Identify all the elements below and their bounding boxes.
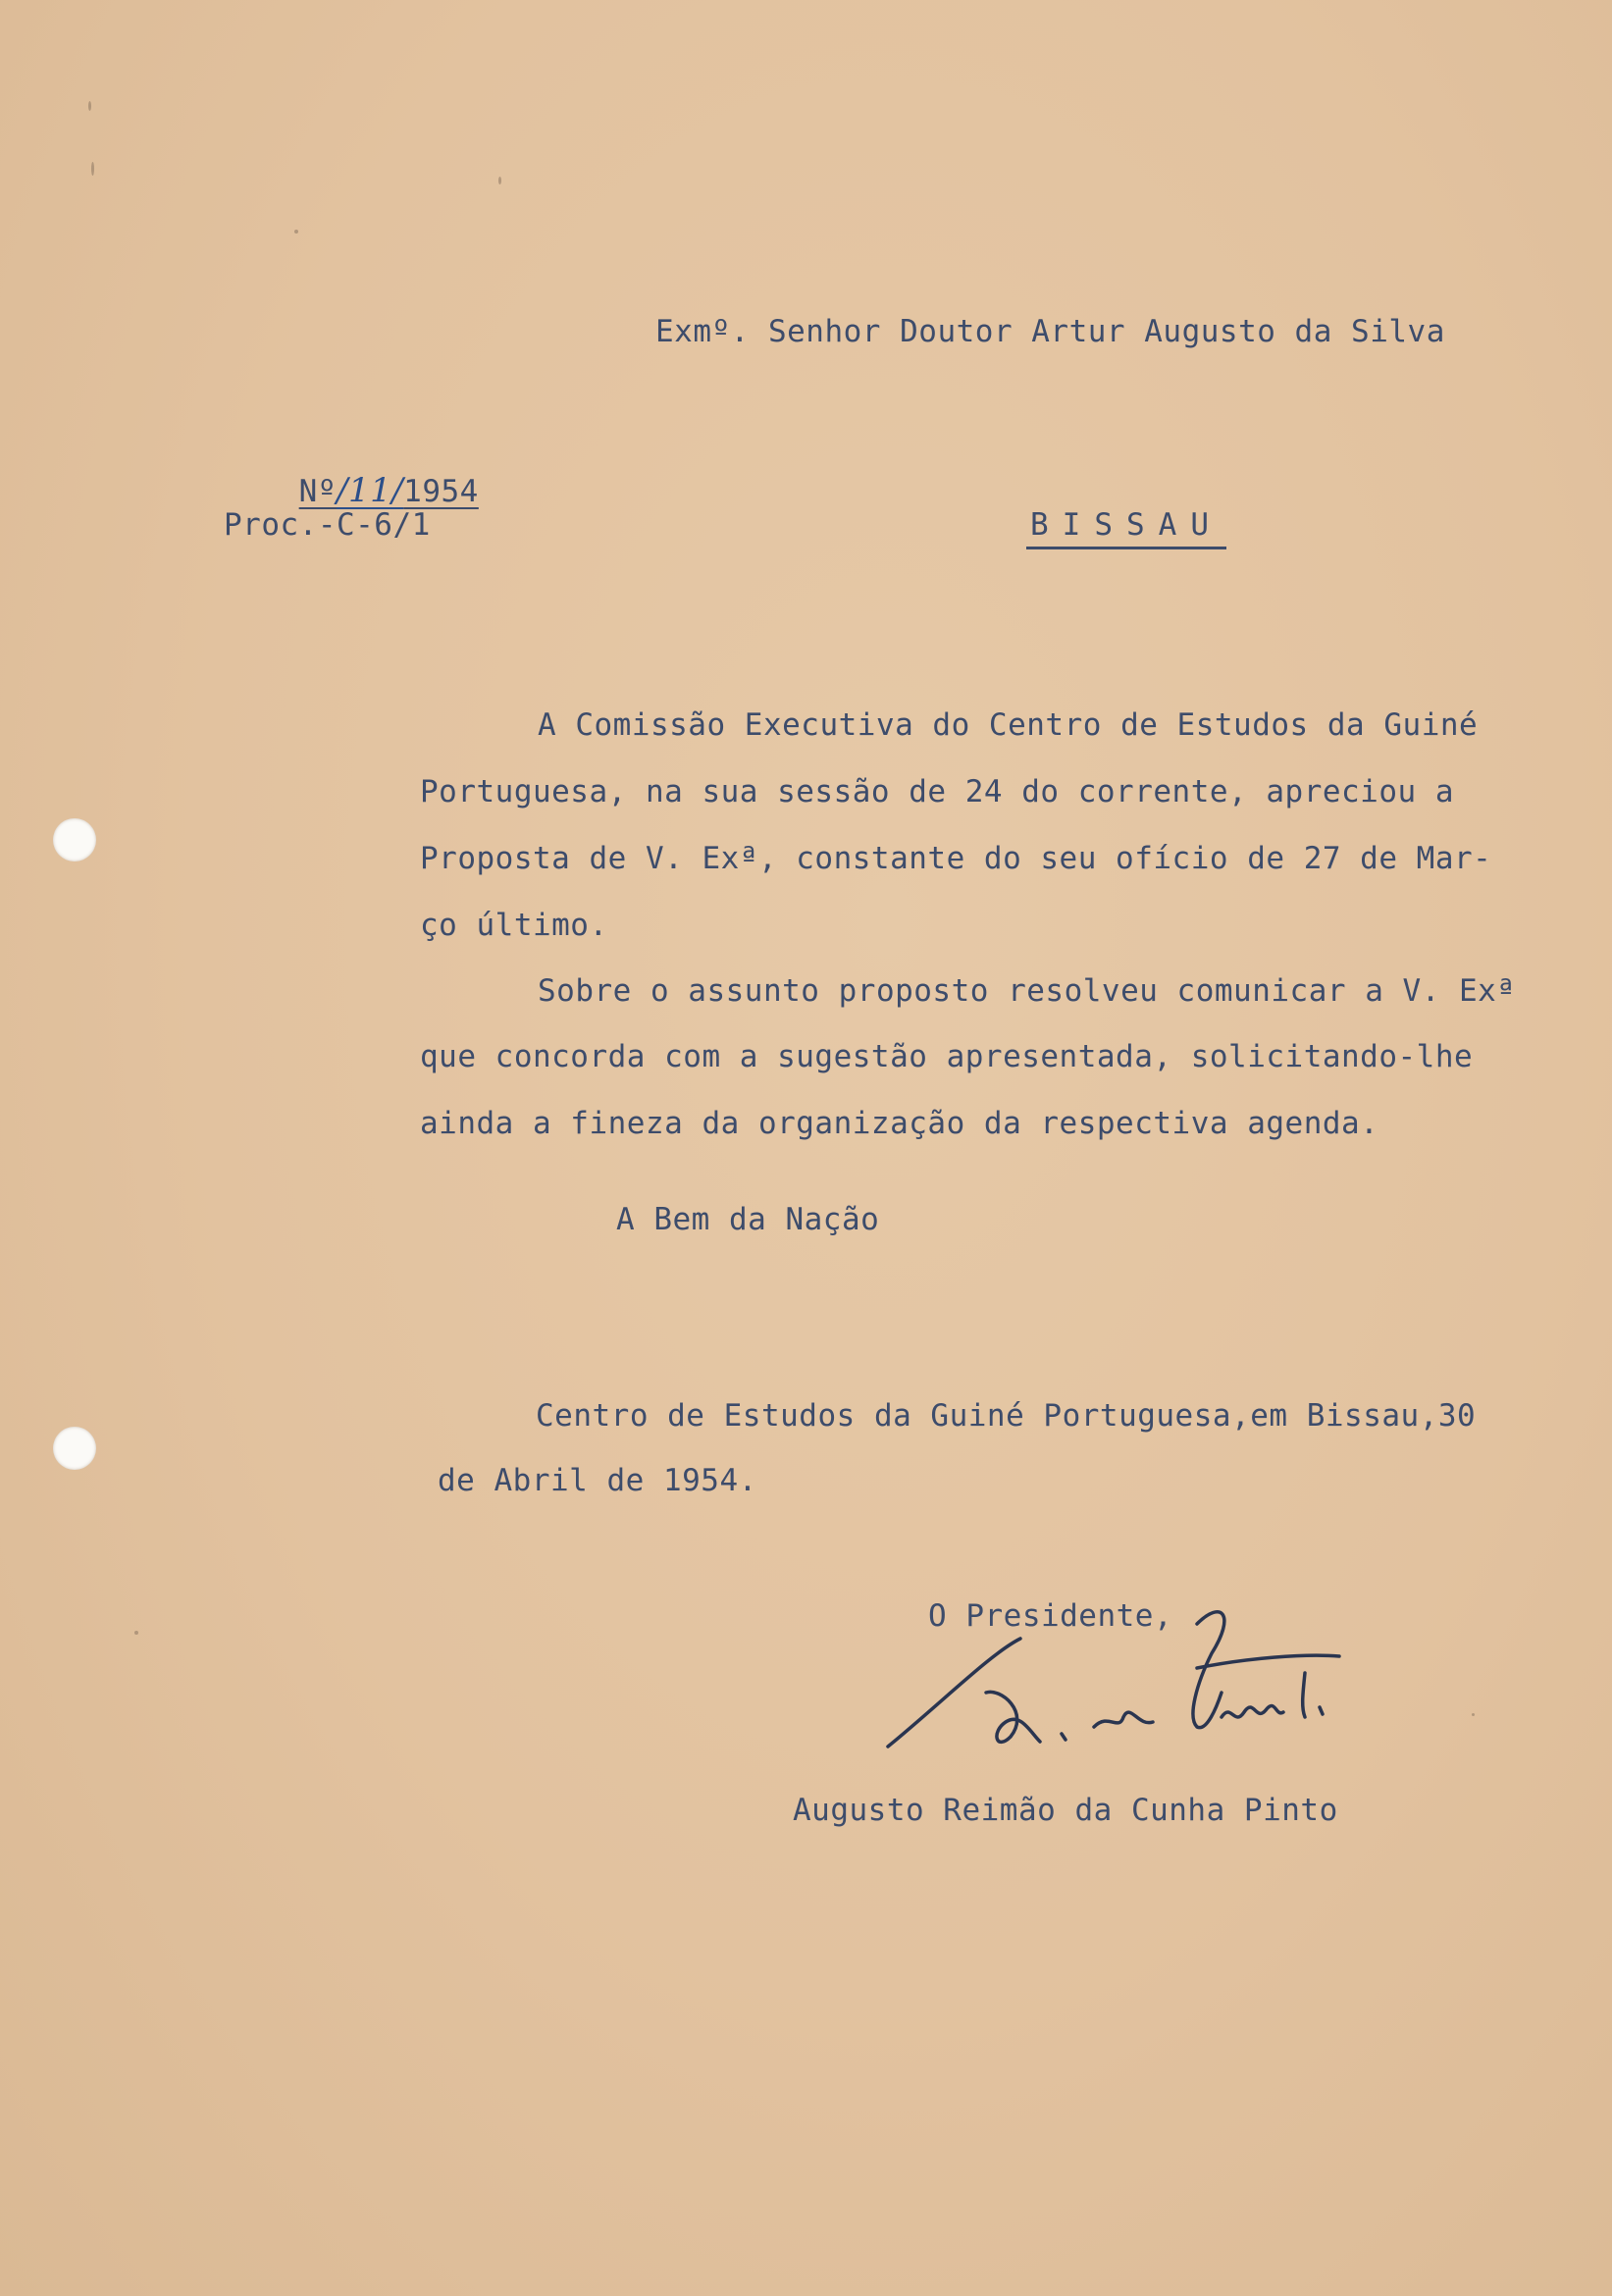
body-line: Portuguesa, na sua sessão de 24 do corrente, apreciou a [420, 774, 1454, 809]
addressee: Exmº. Senhor Doutor Artur Augusto da Silva [655, 314, 1445, 349]
paper-speck [134, 1631, 138, 1635]
paper-speck [91, 162, 94, 176]
reference-prefix: Nº [298, 474, 337, 509]
city-heading: BISSAU [1026, 510, 1226, 549]
reference-year: 1954 [403, 474, 479, 509]
punch-hole-top [53, 818, 96, 861]
body-line: Sobre o assunto proposto resolveu comunicar a V. Exª [538, 973, 1516, 1009]
place-date-line: Centro de Estudos da Guiné Portuguesa,em Bissau,30 [536, 1398, 1477, 1434]
body-line: Proposta de V. Exª, constante do seu ofício de 27 de Mar- [420, 841, 1492, 876]
paper-speck [88, 101, 91, 111]
paper-speck [498, 177, 501, 184]
signatory-title: O Presidente, [928, 1598, 1173, 1634]
punch-hole-bottom [53, 1427, 96, 1470]
paper-speck [294, 230, 298, 234]
paper-speck [1472, 1713, 1475, 1716]
process-reference: Proc.-C-6/1 [224, 507, 431, 543]
body-line: A Comissão Executiva do Centro de Estudos da Guiné [538, 707, 1479, 743]
signatory-name: Augusto Reimão da Cunha Pinto [793, 1793, 1338, 1828]
body-line: que concorda com a sugestão apresentada, solicitando-lhe [420, 1039, 1474, 1074]
body-line: ainda a fineza da organização da respectiva agenda. [420, 1106, 1379, 1141]
reference-number-handwritten: /11/ [336, 471, 404, 510]
body-line: ço último. [420, 908, 608, 943]
place-date-line: de Abril de 1954. [438, 1463, 757, 1498]
closing-salutation: A Bem da Nação [616, 1202, 880, 1237]
signature-image [873, 1594, 1354, 1771]
